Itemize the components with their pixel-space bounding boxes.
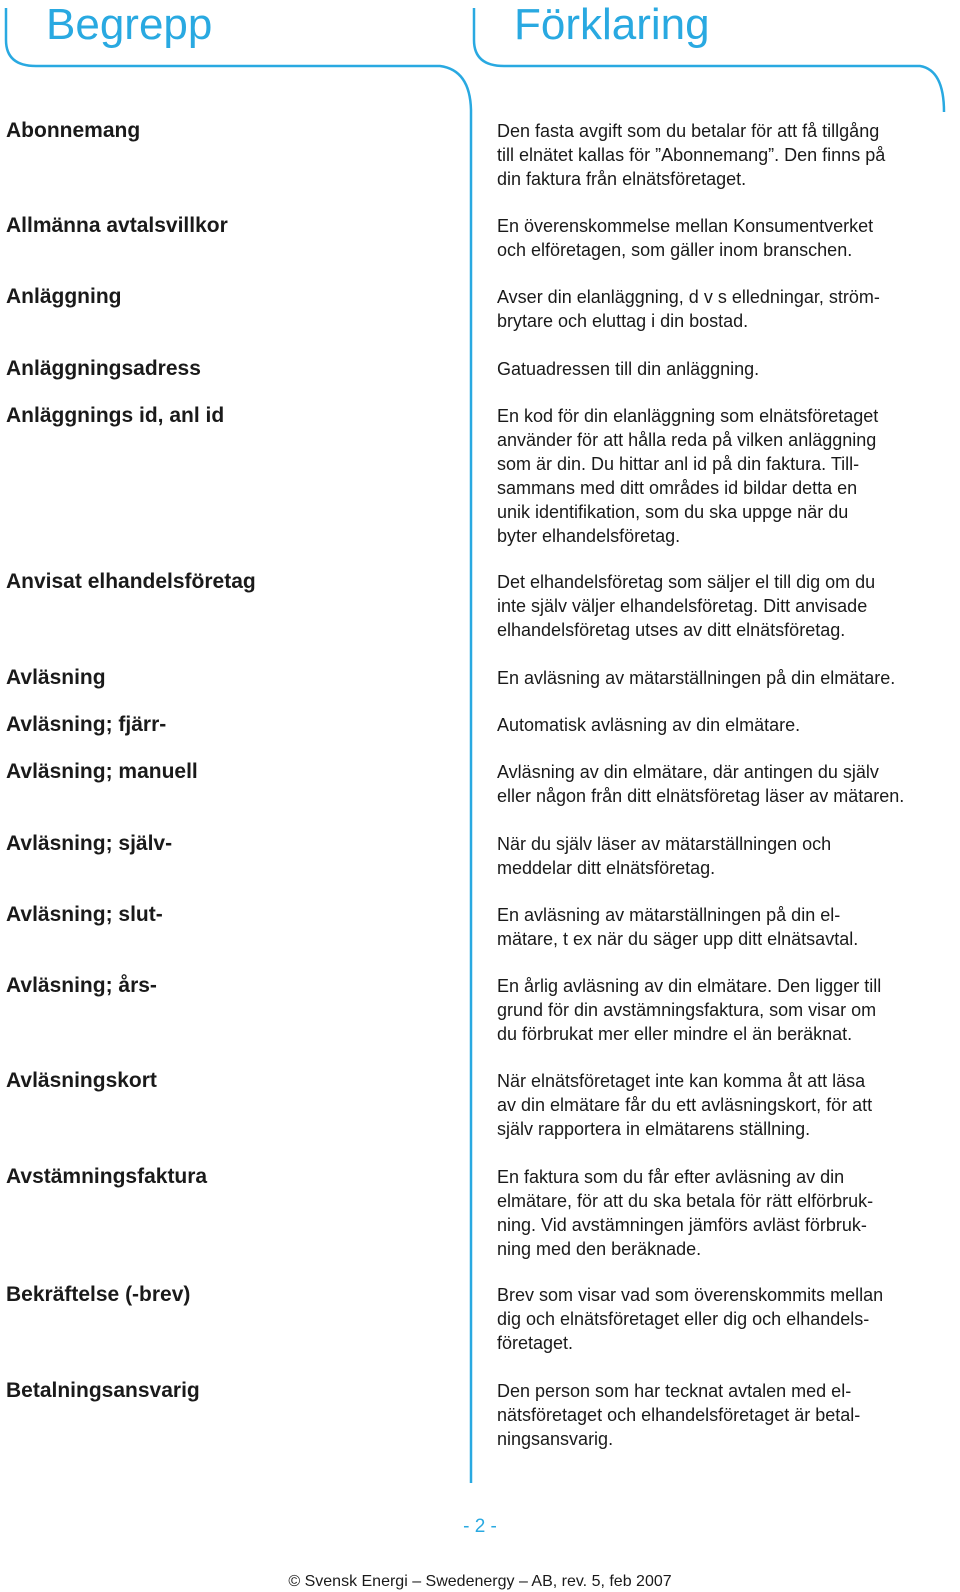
glossary-definition: När elnätsföretaget inte kan komma åt att läsa av din elmätare får du ett avläsningskort, för att själv rapportera in elmätarens ställning. xyxy=(497,1071,873,1139)
definition-column-header: Förklaring xyxy=(514,0,710,49)
glossary-term: Avläsning; själv- xyxy=(6,832,173,855)
page-number: - 2 - xyxy=(463,1516,497,1537)
glossary-term: Avläsning; års- xyxy=(6,974,157,997)
glossary-term: Anläggning xyxy=(6,285,122,308)
glossary-definition: En överenskommelse mellan Konsumentverket och elföretagen, som gäller inom branschen. xyxy=(497,216,874,260)
glossary-definition: Avläsning av din elmätare, där antingen du själv eller någon från ditt elnätsföretag läser av mätaren. xyxy=(497,762,905,806)
glossary-definition: Brev som visar vad som överenskommits mellan dig och elnätsföretaget eller dig och elhandels- företaget. xyxy=(497,1285,884,1353)
glossary-term: Avläsning; fjärr- xyxy=(6,713,167,736)
glossary-definition: När du själv läser av mätarställningen och meddelar ditt elnätsföretag. xyxy=(497,834,832,878)
term-column-header: Begrepp xyxy=(46,0,213,49)
glossary-definition: En avläsning av mätarställningen på din el- mätare, t ex när du säger upp ditt elnätsavtal. xyxy=(497,905,859,949)
glossary-term: Avstämningsfaktura xyxy=(6,1165,208,1188)
glossary-term: Anläggnings id, anl id xyxy=(6,404,225,427)
glossary-definition: Gatuadressen till din anläggning. xyxy=(497,359,760,379)
glossary-definition: En faktura som du får efter avläsning av din elmätare, för att du ska betala för rätt elförbruk- ning. Vid avstämningen jämförs avläst förbruk- ning med den beräknade. xyxy=(497,1167,874,1259)
glossary-definition: Det elhandelsföretag som säljer el till dig om du inte själv väljer elhandelsföretag. Ditt anvisade elhandelsföretag utses av ditt elnätsföretag. xyxy=(497,572,876,640)
glossary-term: Anvisat elhandelsföretag xyxy=(6,570,256,593)
glossary-definition: En kod för din elanläggning som elnätsföretaget använder för att hålla reda på vilken anläggning som är din. Du hittar anl id på din faktura. Till- sammans med ditt områdes id bildar detta en unik identifikation, som du ska uppge när du byter elhandelsföretag. xyxy=(497,406,879,546)
glossary-term: Abonnemang xyxy=(6,119,141,142)
glossary-definition: Avser din elanläggning, d v s elledningar, ström- brytare och eluttag i din bostad. xyxy=(497,287,880,331)
glossary-definition: En avläsning av mätarställningen på din elmätare. xyxy=(497,668,896,688)
glossary-term: Avläsningskort xyxy=(6,1069,157,1092)
glossary-term: Anläggningsadress xyxy=(6,357,201,380)
glossary-term: Betalningsansvarig xyxy=(6,1379,200,1402)
glossary-definition: En årlig avläsning av din elmätare. Den ligger till grund för din avstämningsfaktura, som visar om du förbrukat mer eller mindre el än beräknat. xyxy=(497,976,882,1044)
glossary-term: Avläsning; manuell xyxy=(6,760,198,783)
glossary-definition: Den fasta avgift som du betalar för att få tillgång till elnätet kallas för ”Abonnemang”. Den finns på din faktura från elnätsföretaget. xyxy=(497,121,886,189)
glossary-term: Avläsning xyxy=(6,666,106,689)
copyright-footer: © Svensk Energi – Swedenergy – AB, rev. 5, feb 2007 xyxy=(288,1573,672,1590)
glossary-definition: Den person som har tecknat avtalen med el- nätsföretaget och elhandelsföretaget är betal- ningsansvarig. xyxy=(497,1381,861,1449)
glossary-term: Bekräftelse (-brev) xyxy=(6,1283,191,1306)
glossary-definition: Automatisk avläsning av din elmätare. xyxy=(497,715,801,735)
glossary-term: Allmänna avtalsvillkor xyxy=(6,214,228,237)
glossary-term: Avläsning; slut- xyxy=(6,903,163,926)
